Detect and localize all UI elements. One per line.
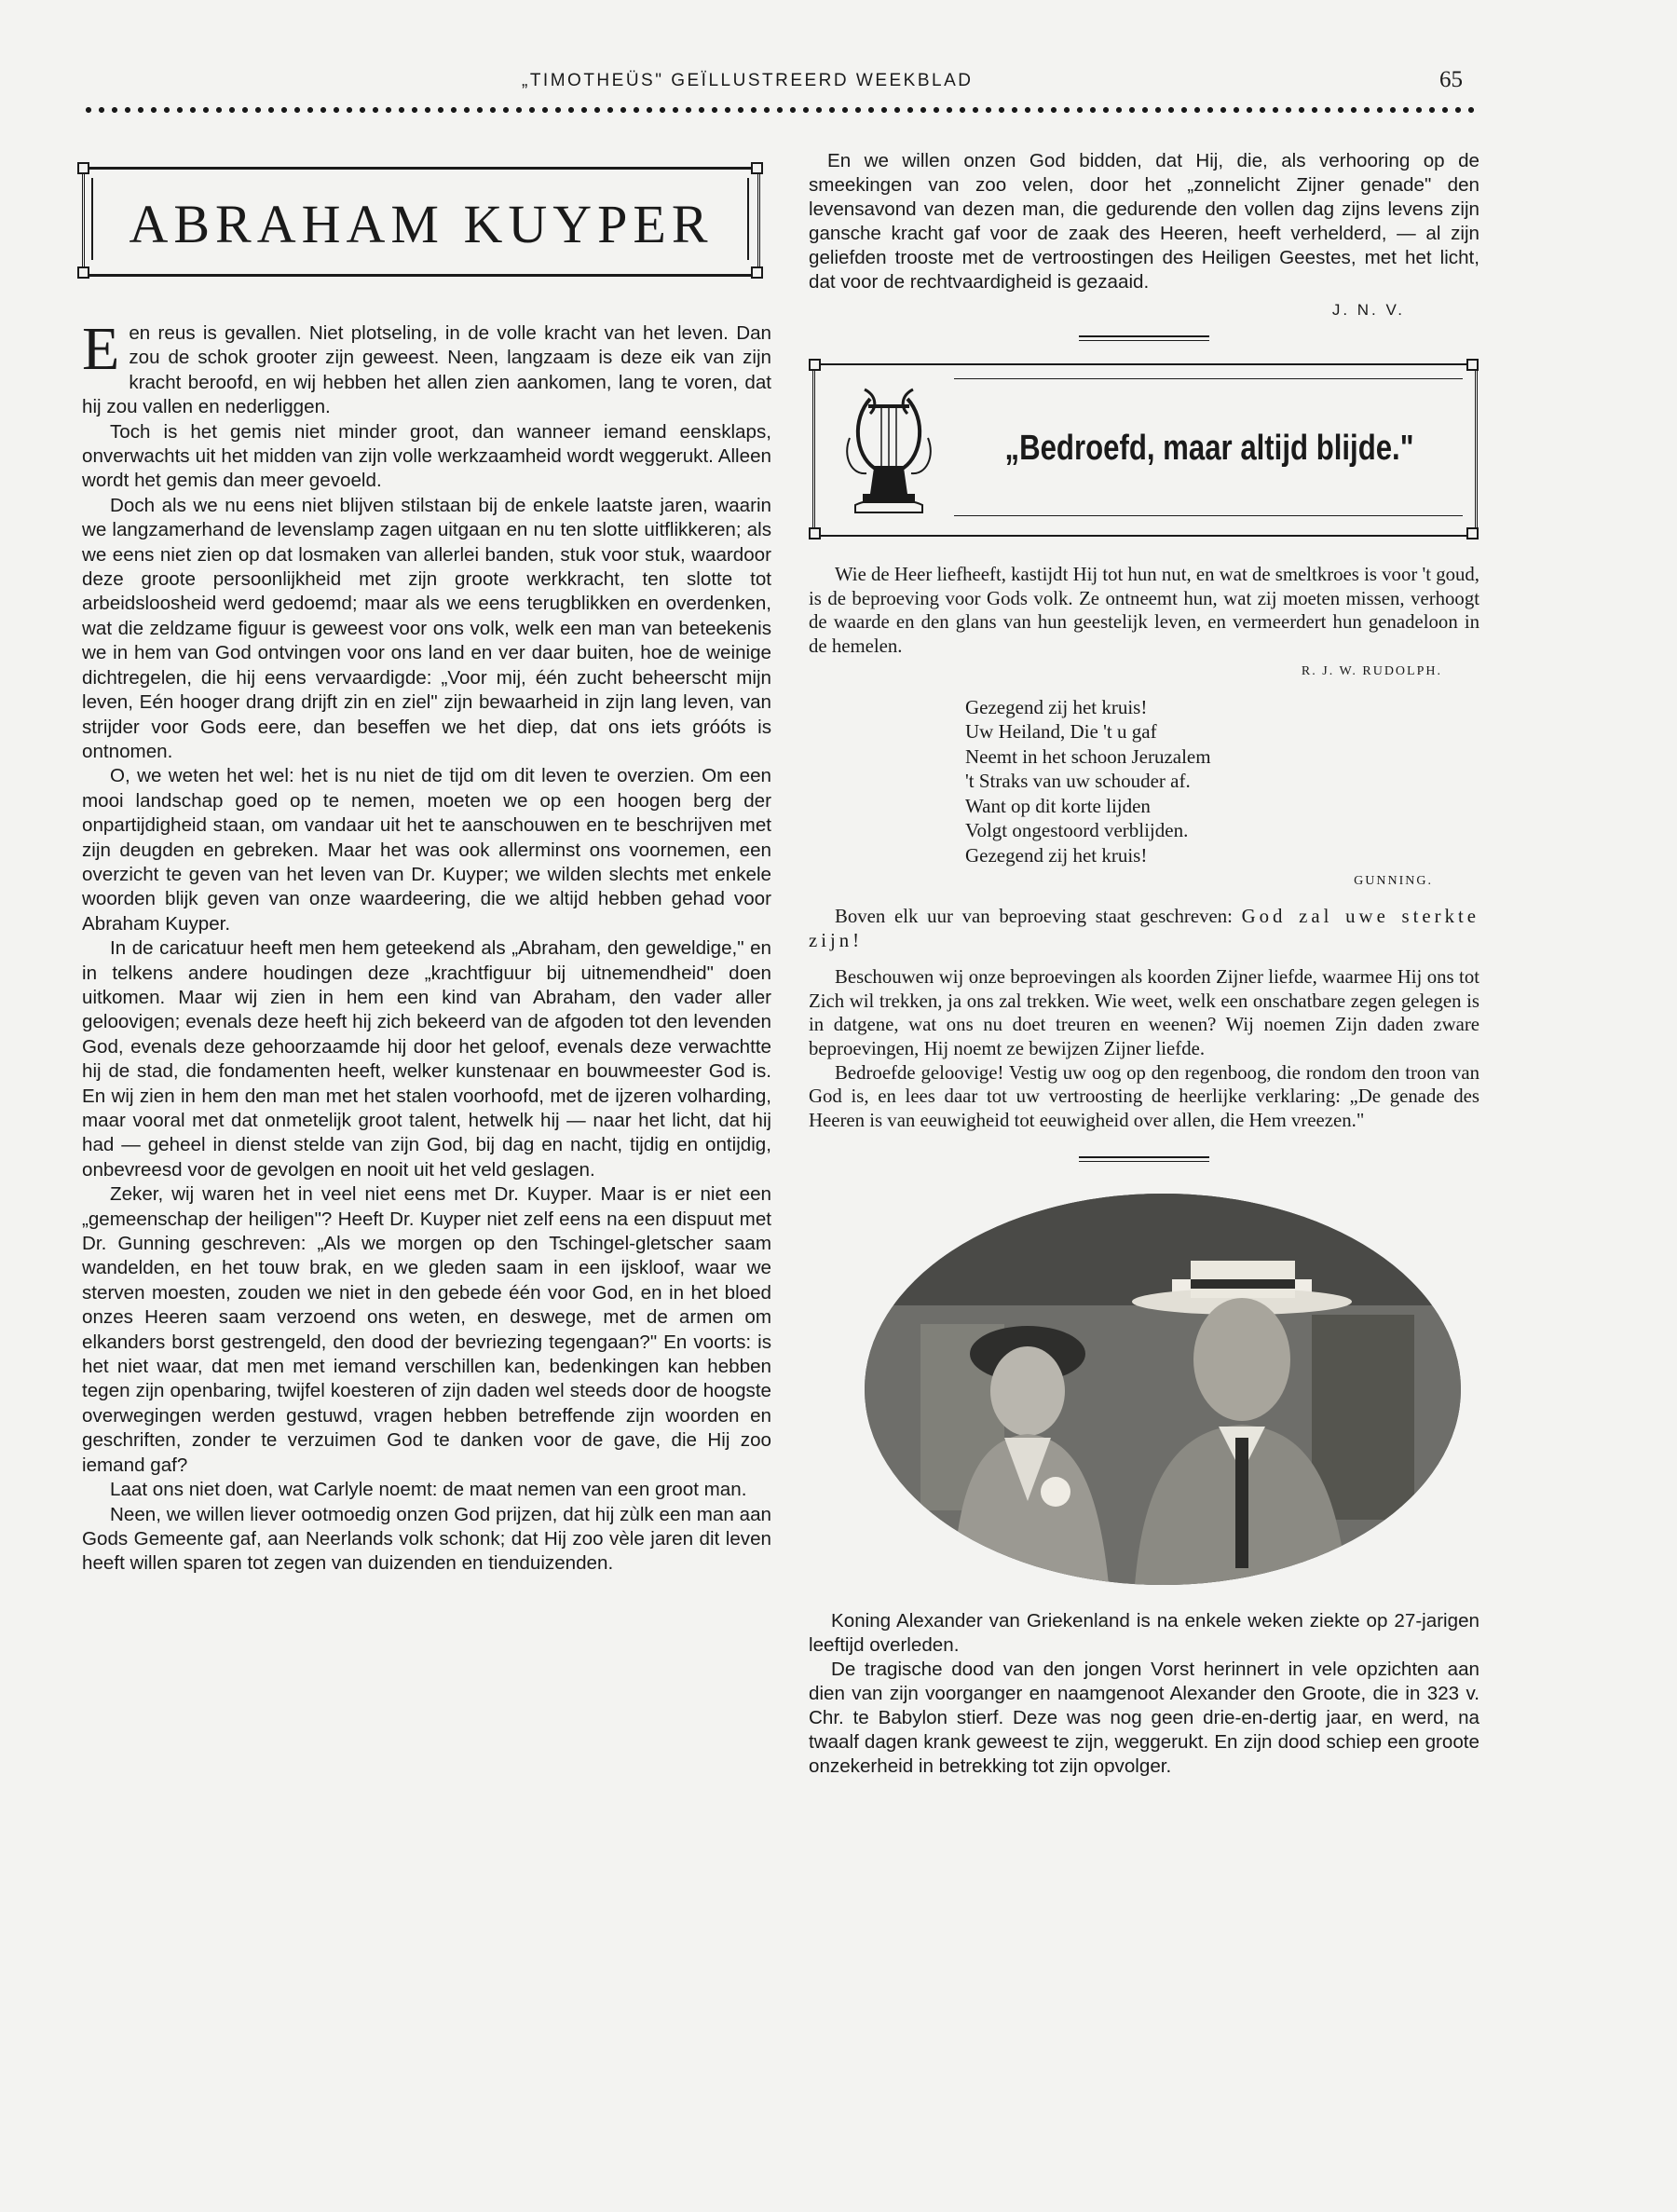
bedroefd-title: „Bedroefd, maar altijd blijde.": [1004, 429, 1414, 468]
photo-illustration: [865, 1194, 1461, 1585]
corner-ornament: [751, 162, 763, 174]
kuyper-paragraph: O, we weten het wel: het is nu niet de tijd om dit leven te overzien. Om een mooi landschap goed op te nemen, moeten we op een hoogen berg der onpartijdigheid staan, om vandaar uit het te aanschouwen en te beschrijven met zijn deugden en gebreken. Maar het was ook allerminst ons voornemen, een overzicht te geven van het leven van Dr. Kuyper; we wilden slechts met enkele woorden blijk geven van onze waardeering, die we altijd hebben gehad voor Abraham Kuyper.: [82, 765, 771, 935]
poem-line: Neemt in het schoon Jeruzalem: [965, 744, 1211, 768]
kuyper-paragraph: Een reus is gevallen. Niet plotseling, in de volle kracht van het leven. Dan zou de schok grooter zijn geweest. Neen, langzaam is deze eik van zijn kracht beroofd, en wij hebben het allen zien aankomen, lang te voren, dat hij zou vallen en nederliggen.: [82, 315, 771, 418]
kuyper-paragraph: In de caricatuur heeft men hem geteekend als „Abraham, den geweldige," en in telkens andere houdingen deze „krachtfiguur bij uitnemendheid" doen uitkomen. Maar wij zien in hem een kind van Abraham, den vader aller geloovigen; evenals deze heeft hij zich bekeerd van de afgoden tot den levenden God, evenals deze gehoorzaamde hij door het geloof, evenals deze verwachtte hij de stad, die fondamenten heeft, welker kunstenaar en bouwmeester God is. En wij zien in hem den man met het stalen voorhoofd, met de ijzeren volharding, maar vooral met dat onmetelijk groot talent, hetwelk hij — naar het licht, dat hij had — geheel in dienst stelde van zijn God, bij dag en nacht, tijdig en ontijdig, onbevreesd voor de gevolgen en nooit uit het veld geslagen.: [82, 937, 771, 1181]
poem-line: Gezegend zij het kruis!: [965, 695, 1148, 718]
section-divider: [1079, 1156, 1209, 1162]
ornamental-rule: [82, 106, 1474, 116]
corner-ornament: [77, 162, 89, 174]
kuyper-continuation: En we willen onzen God bidden, dat Hij, die, als verhooring op de smeekingen van zoo velen, door het „zonnelicht Zijner genade" den levensavond van dezen man, die gedurende den vollen dag zijns levens zijn gansche kracht gaf voor de zaak des Heeren, heeft verhelderd, — al zijn geliefden trooste met de vertroostingen des Heiligen Geestes, met het licht, dat voor de rechtvaardigheid is gezaaid.: [809, 150, 1479, 293]
kuyper-signature: J. N. V.: [1331, 301, 1405, 319]
kuyper-paragraph: Laat ons niet doen, wat Carlyle noemt: de maat nemen van een groot man.: [110, 1479, 747, 1501]
kuyper-paragraph: Toch is het gemis niet minder groot, dan wanneer iemand eensklaps, onverwachts uit het midden van zijn volle werkzaamheid wordt weggerukt. Alleen wordt het gemis dan meer gevoeld.: [82, 420, 771, 492]
photo-caption: Koning Alexander van Griekenland is na enkele weken ziekte op 27-jarigen leeftijd overleden.: [809, 1610, 1479, 1657]
poem-line: Uw Heiland, Die 't u gaf: [965, 720, 1157, 744]
kuyper-body: [82, 315, 771, 1577]
photo-frame: [865, 1194, 1461, 1585]
corner-ornament: [1466, 527, 1479, 539]
bedroefd-paragraph: Beschouwen wij onze beproevingen als koorden Zijner liefde, waarmee Hij ons tot Zich wil trekken, ja ons zal trekken. Wie weet, welk een onschatbare zegen gelegen is in datgene, wat ons nu doet treuren en weenen? Wij noemen Zijn daden zware beproevingen, Hij noemt ze bewijzen Zijner liefde.: [809, 966, 1479, 1060]
corner-ornament: [1466, 359, 1479, 371]
drop-cap: E: [82, 315, 120, 383]
running-title: „TIMOTHEÜS" GEÏLLUSTREERD WEEKBLAD: [522, 71, 974, 90]
bedroefd-paragraph: Bedroefde geloovige! Vestig uw oog op den regenboog, die rondom den troon van God is, en lees daar tot uw vertroosting de heerlijke verklaring: „De genade des Heeren is van eeuwigheid tot eeuwigheid over allen, die Hem vreezen.": [809, 1061, 1479, 1131]
kuyper-paragraph: Doch als we nu eens niet blijven stilstaan bij de enkele laatste jaren, waarin we langzamerhand de levenslamp zagen uitgaan en nu ten slotte uitflikkeren; als we eens niet zien op dat losmaken van allerlei banden, stuk voor stuk, waardoor deze groote persoonlijkheid met zijn groote werkkracht, ten slotte tot arbeidsloosheid werd gedoemd; maar als we eens terugblikken en overdenken, wat die zeldzame figuur is geweest voor ons volk, welk een man van beteekenis we in hem van God ontvingen voor ons land en ver daar buiten, hoe de weinige dichtregelen, die hij eens vervaardigde: „Voor mij, één zucht beheerscht mijn leven, Eén hooger drang drijft zin en ziel" zijn bewaarheid in zijn lang leven, van strijder voor Gods eere, dan beseffen we het diep, dat ons iets gróóts is ontnomen.: [82, 494, 771, 762]
king-alexander-photo: [865, 1194, 1461, 1585]
section-divider: [1079, 335, 1209, 341]
kuyper-paragraph: Zeker, wij waren het in veel niet eens met Dr. Kuyper. Maar is er niet een „gemeenschap der heiligen"? Heeft Dr. Kuyper niet zelf eens na een dispuut met Dr. Gunning geschreven: „Als we morgen op den Tschingel-gletscher saam wandelden, en het touw brak, en we gleden saam in een ijskloof, waar we sterven moesten, zouden we niet in den gebede één voor God, en in het bloed onzes Heeren saam verzoend ons weten, en deswege, met de armen om elkanders borst gestrengeld, den dood der bevriezing tegengaan?" En voorts: is het niet waar, dat men met iemand verschillen kan, bedenkingen kan hebben tegen zijn openbaring, twijfel koesteren of zijn daden wel steeds door de hoogste overwegingen werden gestuwd, vragen hebben betreffende zijn woorden en geschriften, zonder te verzuimen God te danken voor de gave, die Hij zoo iemand gaf?: [82, 1183, 771, 1476]
corner-ornament: [751, 266, 763, 279]
corner-ornament: [809, 359, 821, 371]
page-number: 65: [1439, 67, 1463, 92]
emphasized-text: God zal uwe sterkte zijn!: [809, 906, 1479, 951]
bedroefd-title-frame: [809, 356, 1479, 542]
gunning-signature: GUNNING.: [1354, 874, 1433, 889]
kuyper-title-frame: [82, 154, 762, 284]
poem-line: Gezegend zij het kruis!: [965, 843, 1148, 867]
lyre-icon: [842, 382, 935, 518]
bedroefd-intro: Wie de Heer liefheeft, kastijdt Hij tot hun nut, en wat de smeltkroes is voor 't goud, is de beproeving voor Gods volk. Ze ontneemt hun, wat zij moeten missen, verhoogt de waarde en den glans van hun geestelijk leven, en vermeerdert hun genadeloon in de hemelen.: [809, 564, 1479, 657]
running-header: [84, 67, 1481, 99]
poem-line: Want op dit korte lijden: [965, 794, 1151, 817]
corner-ornament: [77, 266, 89, 279]
kuyper-title: ABRAHAM KUYPER: [129, 194, 714, 254]
kuyper-paragraph: Neen, we willen liever ootmoedig onzen God prijzen, dat hij zùlk een man aan Gods Gemeente gaf, aan Neerlands volk schonk; dat Hij zoo vèle jaren dit leven heeft willen sparen tot zegen van duizenden en tienduizenden.: [82, 1503, 771, 1575]
photo-caption: De tragische dood van den jongen Vorst herinnert in vele opzichten aan dien van zijn voorganger en naamgenoot Alexander den Groote, die in 323 v. Chr. te Babylon stierf. Deze was nog geen drie-en-dertig jaar, en werd, na twaalf dagen krank geweest te zijn, weggerukt. En zijn dood schiep een groote onzekerheid in betrekking tot zijn opvolger.: [809, 1659, 1479, 1778]
kuyper-article: [82, 154, 771, 1577]
corner-ornament: [809, 527, 821, 539]
rudolph-signature: R. J. W. RUDOLPH.: [1301, 664, 1442, 679]
poem-line: 't Straks van uw schouder af.: [965, 770, 1191, 793]
poem-line: Volgt ongestoord verblijden.: [965, 819, 1189, 842]
bedroefd-paragraph: Boven elk uur van beproeving staat geschreven: God zal uwe sterkte zijn!: [809, 906, 1479, 951]
poem: [965, 695, 1479, 868]
right-column: [809, 149, 1479, 1779]
